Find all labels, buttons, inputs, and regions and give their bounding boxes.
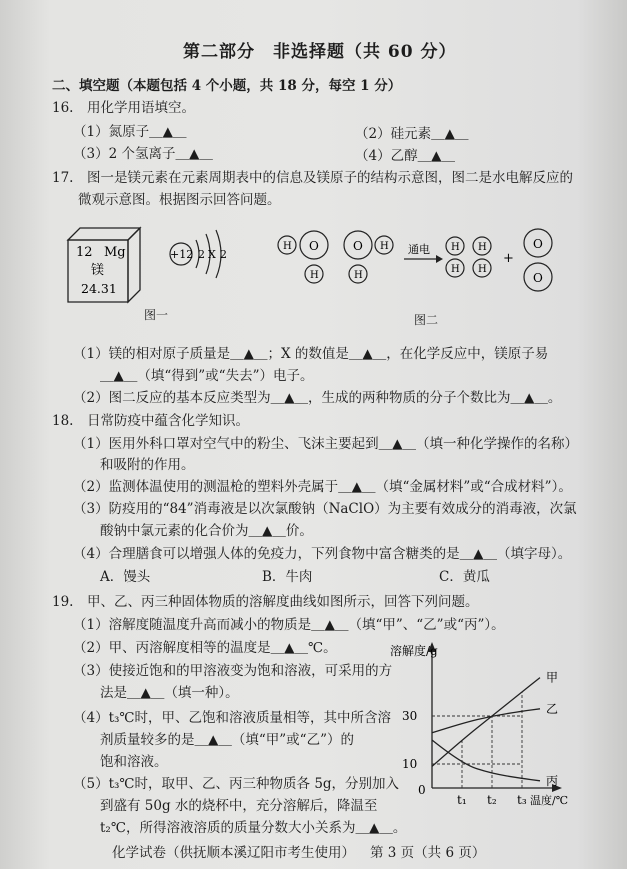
part-title: 第二部分 非选择题（共 60 分） bbox=[183, 42, 457, 62]
q19-answer-4-line1: （4）t₃℃时，甲、乙饱和溶液质量相等，其中所含溶 bbox=[73, 710, 392, 726]
q19-answer-5-line3: t₂℃，所得溶液溶质的质量分数大小关系为＿▲＿。 bbox=[100, 820, 407, 836]
x-tick-label: t₁ bbox=[457, 793, 467, 807]
q18-answer-3-line2: 酸钠中氯元素的化合价为＿▲＿价。 bbox=[100, 523, 313, 539]
svg-text:H: H bbox=[380, 241, 389, 252]
svg-text:O: O bbox=[533, 271, 543, 285]
q19-stem: 19. 甲、乙、丙三种固体物质的溶解度曲线如图所示，回答下列问题。 bbox=[52, 594, 479, 610]
solubility-chart bbox=[380, 638, 575, 818]
svg-text:O: O bbox=[353, 239, 363, 253]
series-line-丙 bbox=[432, 740, 540, 781]
q19-answer-1: （1）溶解度随温度升高而减小的物质是＿▲＿（填“甲”、“乙”或“丙”）。 bbox=[73, 617, 505, 633]
q19-answer-4-line2: 剂质量较多的是＿▲＿（填“甲”或“乙”）的 bbox=[100, 732, 354, 748]
atomic-structure-diagram bbox=[170, 230, 227, 278]
y-axis-label: 溶解度/g bbox=[390, 644, 438, 658]
q17-answer-1-line2: ＿▲＿（填“得到”或“失去”）电子。 bbox=[100, 368, 314, 384]
svg-text:O: O bbox=[309, 239, 319, 253]
nucleus-charge: +12 bbox=[170, 248, 194, 261]
q18-stem: 18. 日常防疫中蕴含化学知识。 bbox=[52, 413, 249, 429]
svg-text:H: H bbox=[310, 270, 319, 281]
y-tick-label: 10 bbox=[402, 757, 418, 771]
q19-answer-5-line1: （5）t₃℃时，取甲、乙、丙三种物质各 5g，分别加入 bbox=[73, 776, 400, 792]
figure-1-caption: 图一 bbox=[144, 308, 169, 322]
series-label: 丙 bbox=[546, 773, 559, 788]
water-molecule bbox=[278, 231, 328, 283]
svg-text:H: H bbox=[283, 241, 292, 252]
q16-answer-3: （3）2 个氢离子＿▲＿ bbox=[73, 146, 213, 162]
svg-text:H: H bbox=[354, 270, 363, 281]
q18-option-a: A．馒头 bbox=[100, 569, 151, 585]
origin-label: 0 bbox=[418, 783, 426, 797]
q17-answer-2: （2）图二反应的基本反应类型为＿▲＿，生成的两种物质的分子个数比为＿▲＿。 bbox=[73, 390, 562, 406]
figure-2-water-electrolysis bbox=[270, 222, 570, 302]
series-label: 甲 bbox=[546, 670, 559, 685]
svg-text:H: H bbox=[451, 264, 460, 275]
q18-answer-2: （2）监测体温使用的测温枪的塑料外壳属于＿▲＿（填“金属材料”或“合成材料”）。 bbox=[73, 479, 572, 495]
figure-2-caption: 图二 bbox=[414, 313, 439, 327]
q19-answer-5-line2: 到盛有 50g 水的烧杯中，充分溶解后，降温至 bbox=[100, 798, 378, 814]
q19-answer-3-line1: （3）使接近饱和的甲溶液变为饱和溶液，可采用的方 bbox=[73, 663, 393, 679]
q18-answer-1-line1: （1）医用外科口罩对空气中的粉尘、飞沫主要起到＿▲＿（填一种化学操作的名称） bbox=[73, 436, 578, 452]
q16-answer-1: （1）氮原子＿▲＿ bbox=[73, 124, 187, 140]
svg-text:H: H bbox=[478, 242, 487, 253]
element-name: 镁 bbox=[91, 263, 105, 278]
q19-answer-2: （2）甲、丙溶解度相等的温度是＿▲＿℃。 bbox=[73, 640, 337, 656]
q18-option-b: B．牛肉 bbox=[262, 569, 313, 585]
atomic-mass: 24.31 bbox=[81, 281, 117, 296]
q18-answer-1-line2: 和吸附的作用。 bbox=[100, 457, 195, 473]
plus-sign: + bbox=[503, 251, 514, 266]
arrow-label: 通电 bbox=[408, 243, 430, 256]
q18-answer-4: （4）合理膳食可以增强人体的免疫力，下列食物中富含糖类的是＿▲＿（填字母）。 bbox=[73, 546, 572, 562]
periodic-table-cell bbox=[68, 228, 140, 302]
q17-answer-1-line1: （1）镁的相对原子质量是＿▲＿；X 的数值是＿▲＿，在化学反应中，镁原子易 bbox=[73, 346, 549, 362]
shell-2-electrons: X bbox=[208, 248, 216, 261]
svg-text:H: H bbox=[478, 264, 487, 275]
series-label: 乙 bbox=[546, 701, 559, 716]
shell-1-electrons: 2 bbox=[198, 248, 205, 261]
oxygen-molecule bbox=[524, 229, 552, 291]
q16-answer-4: （4）乙醇＿▲＿ bbox=[355, 148, 455, 164]
reaction-arrow bbox=[404, 242, 443, 263]
water-molecule bbox=[344, 231, 393, 283]
q17-stem-line1: 17. 图一是镁元素在元素周期表中的信息及镁原子的结构示意图，图二是水电解反应的 bbox=[52, 170, 573, 186]
q16-answer-2: （2）硅元素＿▲＿ bbox=[355, 126, 469, 142]
svg-text:H: H bbox=[451, 242, 460, 253]
hydrogen-molecule bbox=[446, 237, 464, 277]
q18-answer-3-line1: （3）防疫用的“84”消毒液是以次氯酸钠（NaClO）为主要有效成分的消毒液，次氯 bbox=[73, 501, 577, 517]
x-tick-label: t₂ bbox=[487, 793, 497, 807]
q16-stem: 16. 用化学用语填空。 bbox=[52, 100, 195, 116]
x-tick-label: t₃ bbox=[517, 793, 527, 807]
y-tick-label: 30 bbox=[402, 709, 418, 723]
section-heading: 二、填空题（本题包括 4 个小题，共 18 分，每空 1 分） bbox=[52, 78, 402, 94]
x-axis-label: 温度/℃ bbox=[530, 794, 569, 807]
hydrogen-molecule bbox=[473, 237, 491, 277]
q19-answer-3-line2: 法是＿▲＿（填一种）。 bbox=[100, 685, 239, 701]
footer-left: 化学试卷（供抚顺本溪辽阳市考生使用） bbox=[112, 845, 355, 861]
element-symbol: Mg bbox=[104, 245, 126, 260]
svg-text:O: O bbox=[533, 237, 543, 251]
q17-stem-line2: 微观示意图。根据图示回答问题。 bbox=[78, 192, 281, 208]
atomic-number: 12 bbox=[76, 245, 93, 260]
q18-option-c: C．黄瓜 bbox=[439, 569, 490, 585]
shell-3-electrons: 2 bbox=[220, 248, 227, 261]
q19-answer-4-line3: 饱和溶液。 bbox=[100, 754, 168, 770]
footer-page-number: 第 3 页（共 6 页） bbox=[370, 845, 486, 861]
